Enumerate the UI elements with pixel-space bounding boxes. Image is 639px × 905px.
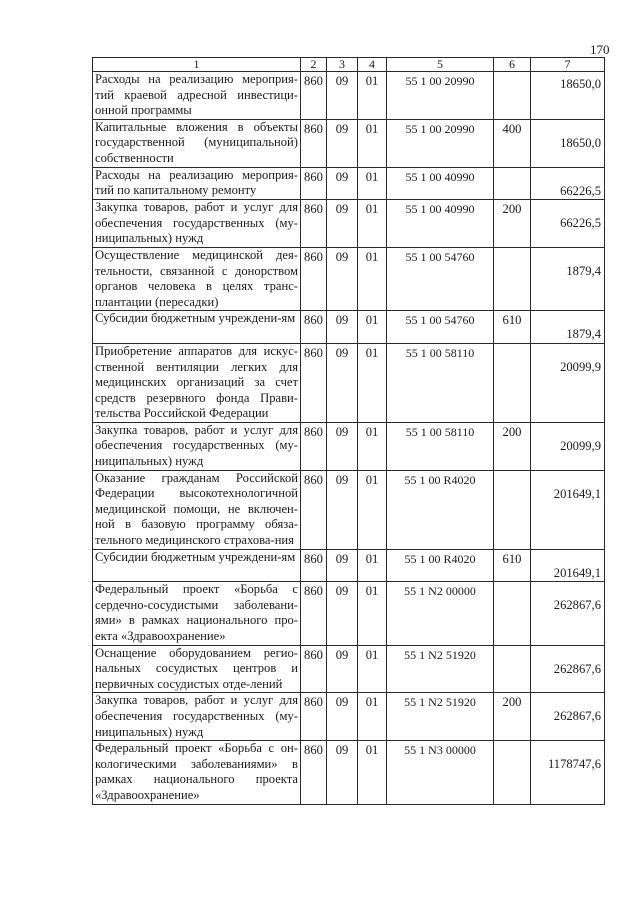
row-section-cell: 09 bbox=[327, 693, 358, 741]
row-expense-type-cell: 610 bbox=[494, 549, 531, 582]
row-amount-cell: 1178747,6 bbox=[531, 741, 605, 804]
row-amount-cell: 1879,4 bbox=[531, 247, 605, 310]
row-ministry-code-cell: 860 bbox=[301, 645, 327, 693]
row-ministry-code-cell: 860 bbox=[301, 200, 327, 248]
row-target-article-cell: 55 1 00 54760 bbox=[387, 247, 494, 310]
row-target-article-cell: 55 1 00 54760 bbox=[387, 311, 494, 344]
row-ministry-code-cell: 860 bbox=[301, 422, 327, 470]
header-cell-7: 7 bbox=[531, 58, 605, 72]
row-name-cell: Федеральный проект «Борьба с он-кологическими заболеваниями» в рамках национального проекта «Здравоохранение» bbox=[93, 741, 301, 804]
row-section-cell: 09 bbox=[327, 119, 358, 167]
row-subsection-cell: 01 bbox=[358, 200, 387, 248]
row-name-cell: Субсидии бюджетным учреждени-ям bbox=[93, 549, 301, 582]
row-section-cell: 09 bbox=[327, 470, 358, 549]
table-row bbox=[93, 343, 605, 422]
row-subsection-cell: 01 bbox=[358, 343, 387, 422]
row-ministry-code-cell: 860 bbox=[301, 470, 327, 549]
row-ministry-code-cell: 860 bbox=[301, 72, 327, 120]
budget-table bbox=[92, 57, 605, 805]
row-name-cell: Субсидии бюджетным учреждени-ям bbox=[93, 311, 301, 344]
row-target-article-cell: 55 1 N2 00000 bbox=[387, 582, 494, 645]
header-row bbox=[93, 58, 605, 72]
row-subsection-cell: 01 bbox=[358, 119, 387, 167]
row-section-cell: 09 bbox=[327, 72, 358, 120]
row-target-article-cell: 55 1 00 58110 bbox=[387, 422, 494, 470]
row-subsection-cell: 01 bbox=[358, 247, 387, 310]
row-expense-type-cell: 400 bbox=[494, 119, 531, 167]
header-cell-6: 6 bbox=[494, 58, 531, 72]
table-row bbox=[93, 693, 605, 741]
row-target-article-cell: 55 1 00 40990 bbox=[387, 200, 494, 248]
table-row bbox=[93, 311, 605, 344]
page-number: 170 bbox=[590, 42, 610, 57]
row-target-article-cell: 55 1 00 20990 bbox=[387, 119, 494, 167]
row-subsection-cell: 01 bbox=[358, 645, 387, 693]
row-amount-cell: 66226,5 bbox=[531, 167, 605, 200]
table-row bbox=[93, 741, 605, 804]
row-amount-cell: 20099,9 bbox=[531, 343, 605, 422]
row-name-cell: Оказание гражданам Российской Федерации высокотехнологичной медицинской помощи, не включен-ной в базовую программу обяза-тельного медицинского страхова-ния bbox=[93, 470, 301, 549]
row-ministry-code-cell: 860 bbox=[301, 311, 327, 344]
row-ministry-code-cell: 860 bbox=[301, 119, 327, 167]
row-subsection-cell: 01 bbox=[358, 693, 387, 741]
row-subsection-cell: 01 bbox=[358, 741, 387, 804]
row-ministry-code-cell: 860 bbox=[301, 343, 327, 422]
table-row bbox=[93, 119, 605, 167]
row-name-cell: Оснащение оборудованием регио-нальных сосудистых центров и первичных сосудистых отде-лений bbox=[93, 645, 301, 693]
row-expense-type-cell: 200 bbox=[494, 422, 531, 470]
row-target-article-cell: 55 1 00 20990 bbox=[387, 72, 494, 120]
row-section-cell: 09 bbox=[327, 582, 358, 645]
row-section-cell: 09 bbox=[327, 549, 358, 582]
row-name-cell: Закупка товаров, работ и услуг для обеспечения государственных (му-ниципальных) нужд bbox=[93, 422, 301, 470]
row-amount-cell: 18650,0 bbox=[531, 119, 605, 167]
row-expense-type-cell bbox=[494, 645, 531, 693]
row-target-article-cell: 55 1 N2 51920 bbox=[387, 693, 494, 741]
row-section-cell: 09 bbox=[327, 645, 358, 693]
row-section-cell: 09 bbox=[327, 741, 358, 804]
row-target-article-cell: 55 1 N3 00000 bbox=[387, 741, 494, 804]
row-ministry-code-cell: 860 bbox=[301, 167, 327, 200]
row-subsection-cell: 01 bbox=[358, 167, 387, 200]
table-row bbox=[93, 247, 605, 310]
row-target-article-cell: 55 1 00 R4020 bbox=[387, 549, 494, 582]
row-section-cell: 09 bbox=[327, 247, 358, 310]
row-expense-type-cell: 610 bbox=[494, 311, 531, 344]
row-amount-cell: 262867,6 bbox=[531, 693, 605, 741]
table-row bbox=[93, 422, 605, 470]
row-target-article-cell: 55 1 00 40990 bbox=[387, 167, 494, 200]
row-ministry-code-cell: 860 bbox=[301, 247, 327, 310]
table-row bbox=[93, 645, 605, 693]
row-expense-type-cell bbox=[494, 167, 531, 200]
table-row bbox=[93, 470, 605, 549]
row-subsection-cell: 01 bbox=[358, 72, 387, 120]
row-expense-type-cell bbox=[494, 247, 531, 310]
row-name-cell: Закупка товаров, работ и услуг для обеспечения государственных (му-ниципальных) нужд bbox=[93, 693, 301, 741]
row-name-cell: Федеральный проект «Борьба с сердечно-сосудистыми заболевани-ями» в рамках национального про-екта «Здравоохранение» bbox=[93, 582, 301, 645]
row-amount-cell: 201649,1 bbox=[531, 549, 605, 582]
row-section-cell: 09 bbox=[327, 311, 358, 344]
row-amount-cell: 262867,6 bbox=[531, 645, 605, 693]
row-target-article-cell: 55 1 00 58110 bbox=[387, 343, 494, 422]
row-section-cell: 09 bbox=[327, 422, 358, 470]
row-name-cell: Осуществление медицинской дея-тельности, связанной с донорством органов человека в целях транс-плантации (пересадки) bbox=[93, 247, 301, 310]
row-ministry-code-cell: 860 bbox=[301, 741, 327, 804]
row-target-article-cell: 55 1 00 R4020 bbox=[387, 470, 494, 549]
row-expense-type-cell bbox=[494, 741, 531, 804]
row-amount-cell: 18650,0 bbox=[531, 72, 605, 120]
row-target-article-cell: 55 1 N2 51920 bbox=[387, 645, 494, 693]
row-name-cell: Капитальные вложения в объекты государственной (муниципальной) собственности bbox=[93, 119, 301, 167]
table-row bbox=[93, 582, 605, 645]
header-cell-2: 2 bbox=[301, 58, 327, 72]
row-ministry-code-cell: 860 bbox=[301, 693, 327, 741]
table-row bbox=[93, 549, 605, 582]
header-cell-5: 5 bbox=[387, 58, 494, 72]
row-amount-cell: 1879,4 bbox=[531, 311, 605, 344]
row-subsection-cell: 01 bbox=[358, 311, 387, 344]
header-cell-3: 3 bbox=[327, 58, 358, 72]
row-subsection-cell: 01 bbox=[358, 422, 387, 470]
row-amount-cell: 262867,6 bbox=[531, 582, 605, 645]
row-subsection-cell: 01 bbox=[358, 549, 387, 582]
row-amount-cell: 20099,9 bbox=[531, 422, 605, 470]
row-expense-type-cell: 200 bbox=[494, 200, 531, 248]
row-name-cell: Расходы на реализацию мероприя-тий краевой адресной инвестици-онной программы bbox=[93, 72, 301, 120]
row-section-cell: 09 bbox=[327, 343, 358, 422]
row-amount-cell: 201649,1 bbox=[531, 470, 605, 549]
row-expense-type-cell: 200 bbox=[494, 693, 531, 741]
row-expense-type-cell bbox=[494, 343, 531, 422]
table-row bbox=[93, 200, 605, 248]
row-name-cell: Расходы на реализацию мероприя-тий по капитальному ремонту bbox=[93, 167, 301, 200]
header-cell-4: 4 bbox=[358, 58, 387, 72]
row-section-cell: 09 bbox=[327, 200, 358, 248]
row-expense-type-cell bbox=[494, 470, 531, 549]
table-row bbox=[93, 167, 605, 200]
header-cell-1: 1 bbox=[93, 58, 301, 72]
row-subsection-cell: 01 bbox=[358, 582, 387, 645]
row-ministry-code-cell: 860 bbox=[301, 549, 327, 582]
row-expense-type-cell bbox=[494, 582, 531, 645]
row-section-cell: 09 bbox=[327, 167, 358, 200]
row-name-cell: Закупка товаров, работ и услуг для обеспечения государственных (му-ниципальных) нужд bbox=[93, 200, 301, 248]
row-subsection-cell: 01 bbox=[358, 470, 387, 549]
table-row bbox=[93, 72, 605, 120]
row-amount-cell: 66226,5 bbox=[531, 200, 605, 248]
row-ministry-code-cell: 860 bbox=[301, 582, 327, 645]
row-name-cell: Приобретение аппаратов для искус-ственной вентиляции легких для медицинских организаций за счет средств резервного фонда Прави-тельства Российской Федерации bbox=[93, 343, 301, 422]
row-expense-type-cell bbox=[494, 72, 531, 120]
table-body bbox=[93, 72, 605, 805]
